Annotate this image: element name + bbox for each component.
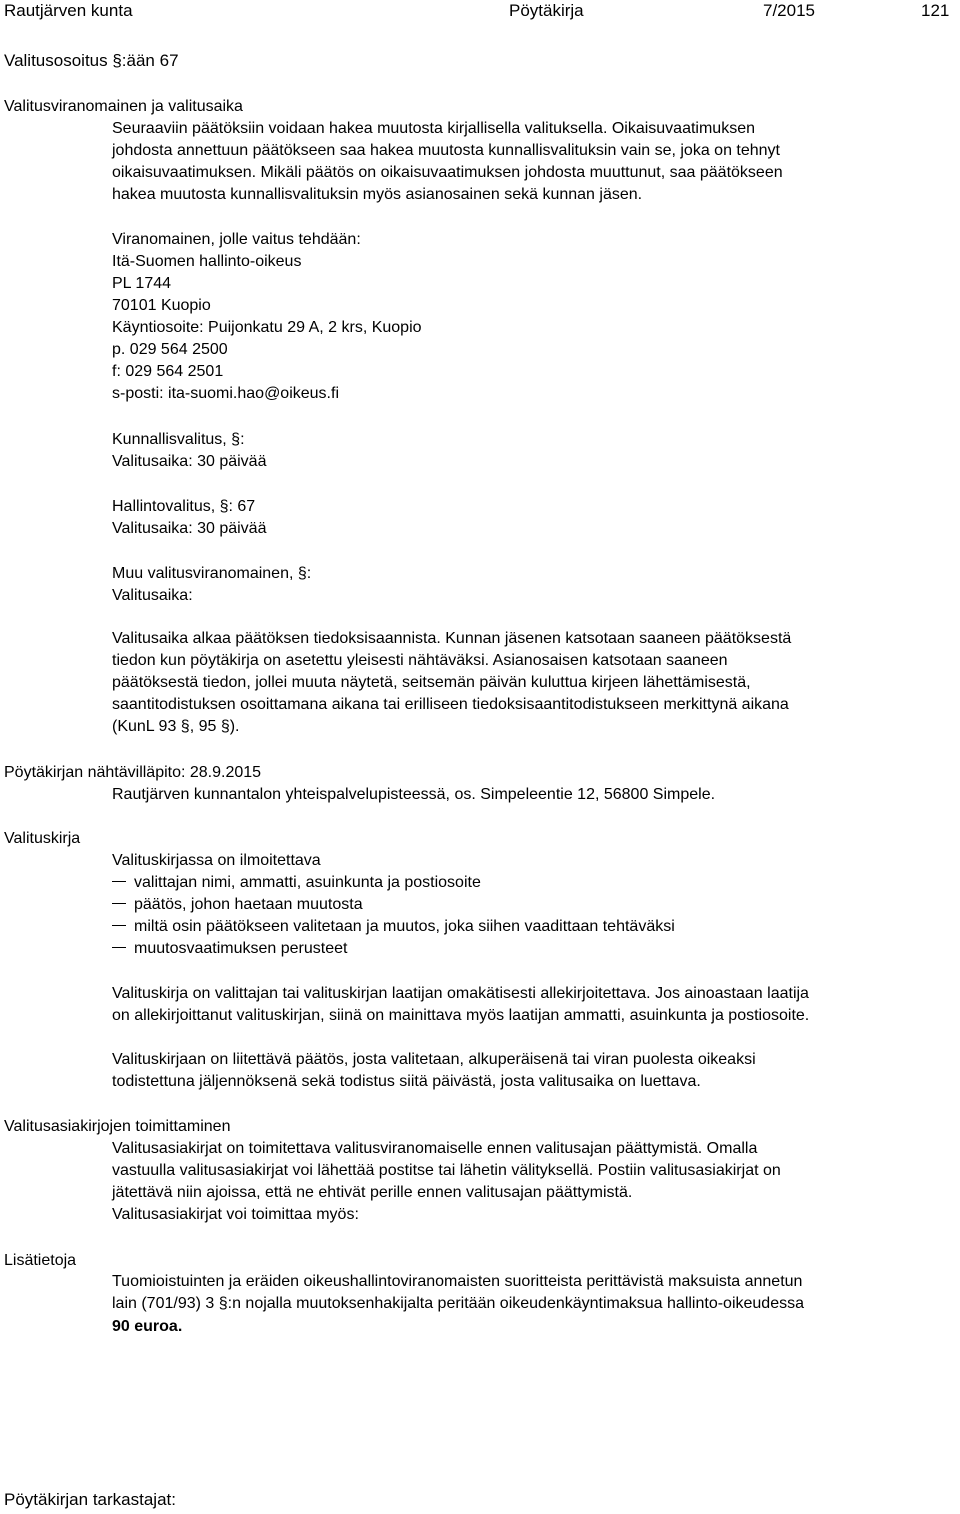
- address-line: p. 029 564 2500: [112, 341, 228, 358]
- intro-line: Seuraaviin päätöksiin voidaan hakea muutosta kirjallisella valituksella. Oikaisuvaatimuksen: [112, 120, 755, 137]
- delivery-line: Valitusasiakirjat voi toimittaa myös:: [112, 1206, 359, 1223]
- delivery-line: Valitusasiakirjat on toimitettava valitusviranomaiselle ennen valitusajan päättymistä. Omalla: [112, 1140, 758, 1157]
- list-item: miltä osin päätökseen valitetaan ja muutos, joka siihen vaadittaan tehtäväksi: [112, 916, 675, 938]
- attachment-line: todistettuna jäljennöksenä sekä todistus siitä päivästä, josta valitusaika on luettava.: [112, 1073, 701, 1090]
- time-start-line: Valitusaika alkaa päätöksen tiedoksisaannista. Kunnan jäsenen katsotaan saaneen päätöksestä: [112, 630, 792, 647]
- checkers-label: Pöytäkirjan tarkastajat:: [4, 1490, 176, 1509]
- header-municipality: Rautjärven kunta: [4, 1, 133, 20]
- list-item: muutosvaatimuksen perusteet: [112, 938, 347, 960]
- address-line: Viranomainen, jolle vaitus tehdään:: [112, 231, 361, 248]
- appeal-type-time: Valitusaika: 30 päivää: [112, 520, 267, 537]
- delivery-line: jätettävä niin ajoissa, että ne ehtivät perille ennen valitusajan päättymistä.: [112, 1184, 633, 1201]
- display-location: Rautjärven kunnantalon yhteispalvelupisteessä, os. Simpeleentie 12, 56800 Simpele.: [112, 786, 716, 803]
- address-line: f: 029 564 2501: [112, 363, 224, 380]
- appeal-type-name: Hallintovalitus, §: 67: [112, 498, 256, 515]
- attachment-line: Valituskirjaan on liitettävä päätös, josta valitetaan, alkuperäisenä tai viran puolesta oikeaksi: [112, 1051, 756, 1068]
- delivery-line: vastuulla valitusasiakirjat voi lähettää postitse tai lähetin välityksellä. Postiin valitusasiakirjat on: [112, 1162, 781, 1179]
- signature-line: Valituskirja on valittajan tai valituskirjan laatijan omakätisesti allekirjoitettava. Jos ainoastaan laatija: [112, 985, 809, 1002]
- delivery-label: Valitusasiakirjojen toimittaminen: [4, 1118, 231, 1135]
- page-title: Valitusosoitus §:ään 67: [4, 51, 179, 70]
- info-line: lain (701/93) 3 §:n nojalla muutoksenhakijalta peritään oikeudenkäyntimaksua hallinto-oikeudessa: [112, 1295, 804, 1312]
- signature-line: on allekirjoittanut valituskirjan, siinä on mainittava myös laatijan ammatti, asuinkunta ja postiosoite.: [112, 1007, 810, 1024]
- appeal-type-time: Valitusaika:: [112, 587, 193, 604]
- authority-heading: Valitusviranomainen ja valitusaika: [4, 98, 243, 115]
- email-line: s-posti: ita-suomi.hao@oikeus.fi: [112, 385, 339, 402]
- intro-line: hakea muutosta kunnallisvalituksin myös asianosainen sekä kunnan jäsen.: [112, 186, 643, 203]
- intro-line: oikaisuvaatimuksen. Mikäli päätös on oikaisuvaatimuksen johdosta muuttunut, saa päätökseen: [112, 164, 783, 181]
- address-line: Itä-Suomen hallinto-oikeus: [112, 253, 302, 270]
- intro-line: johdosta annettuun päätökseen saa hakea muutosta kunnallisvalituksin vain se, joka on tehnyt: [112, 142, 780, 159]
- appeal-doc-list-intro: Valituskirjassa on ilmoitettava: [112, 852, 321, 869]
- appeal-doc-label: Valituskirja: [4, 830, 81, 847]
- address-line: PL 1744: [112, 275, 172, 292]
- list-item: valittajan nimi, ammatti, asuinkunta ja postiosoite: [112, 872, 481, 894]
- display-label: Pöytäkirjan nähtävilläpito: 28.9.2015: [4, 764, 262, 781]
- list-item: päätös, johon haetaan muutosta: [112, 894, 363, 916]
- time-start-line: tiedon kun pöytäkirja on asetettu yleisesti nähtäväksi. Asianosaisen katsotaan saaneen: [112, 652, 728, 669]
- time-start-line: päätöksestä tiedon, jollei muuta näytetä, seitsemän päivän kuluttua kirjeen lähettämisestä,: [112, 674, 751, 691]
- appeal-type-name: Kunnallisvalitus, §:: [112, 431, 245, 448]
- info-fee: 90 euroa.: [112, 1318, 183, 1335]
- info-line: Tuomioistuinten ja eräiden oikeushallintoviranomaisten suoritteista perittävistä maksuista annetun: [112, 1273, 803, 1290]
- header-doc-number: 7/2015: [763, 1, 815, 20]
- appeal-type-time: Valitusaika: 30 päivää: [112, 453, 267, 470]
- address-line: Käyntiosoite: Puijonkatu 29 A, 2 krs, Kuopio: [112, 319, 422, 336]
- header-doc-type: Pöytäkirja: [509, 1, 584, 20]
- time-start-line: saantitodistuksen osoittamana aikana tai erilliseen tiedoksisaantitodistukseen merkittynä aikana: [112, 696, 789, 713]
- address-line: 70101 Kuopio: [112, 297, 211, 314]
- info-label: Lisätietoja: [4, 1252, 77, 1269]
- appeal-type-name: Muu valitusviranomainen, §:: [112, 565, 312, 582]
- time-start-line: (KunL 93 §, 95 §).: [112, 718, 240, 735]
- header-page-number: 121: [921, 1, 950, 20]
